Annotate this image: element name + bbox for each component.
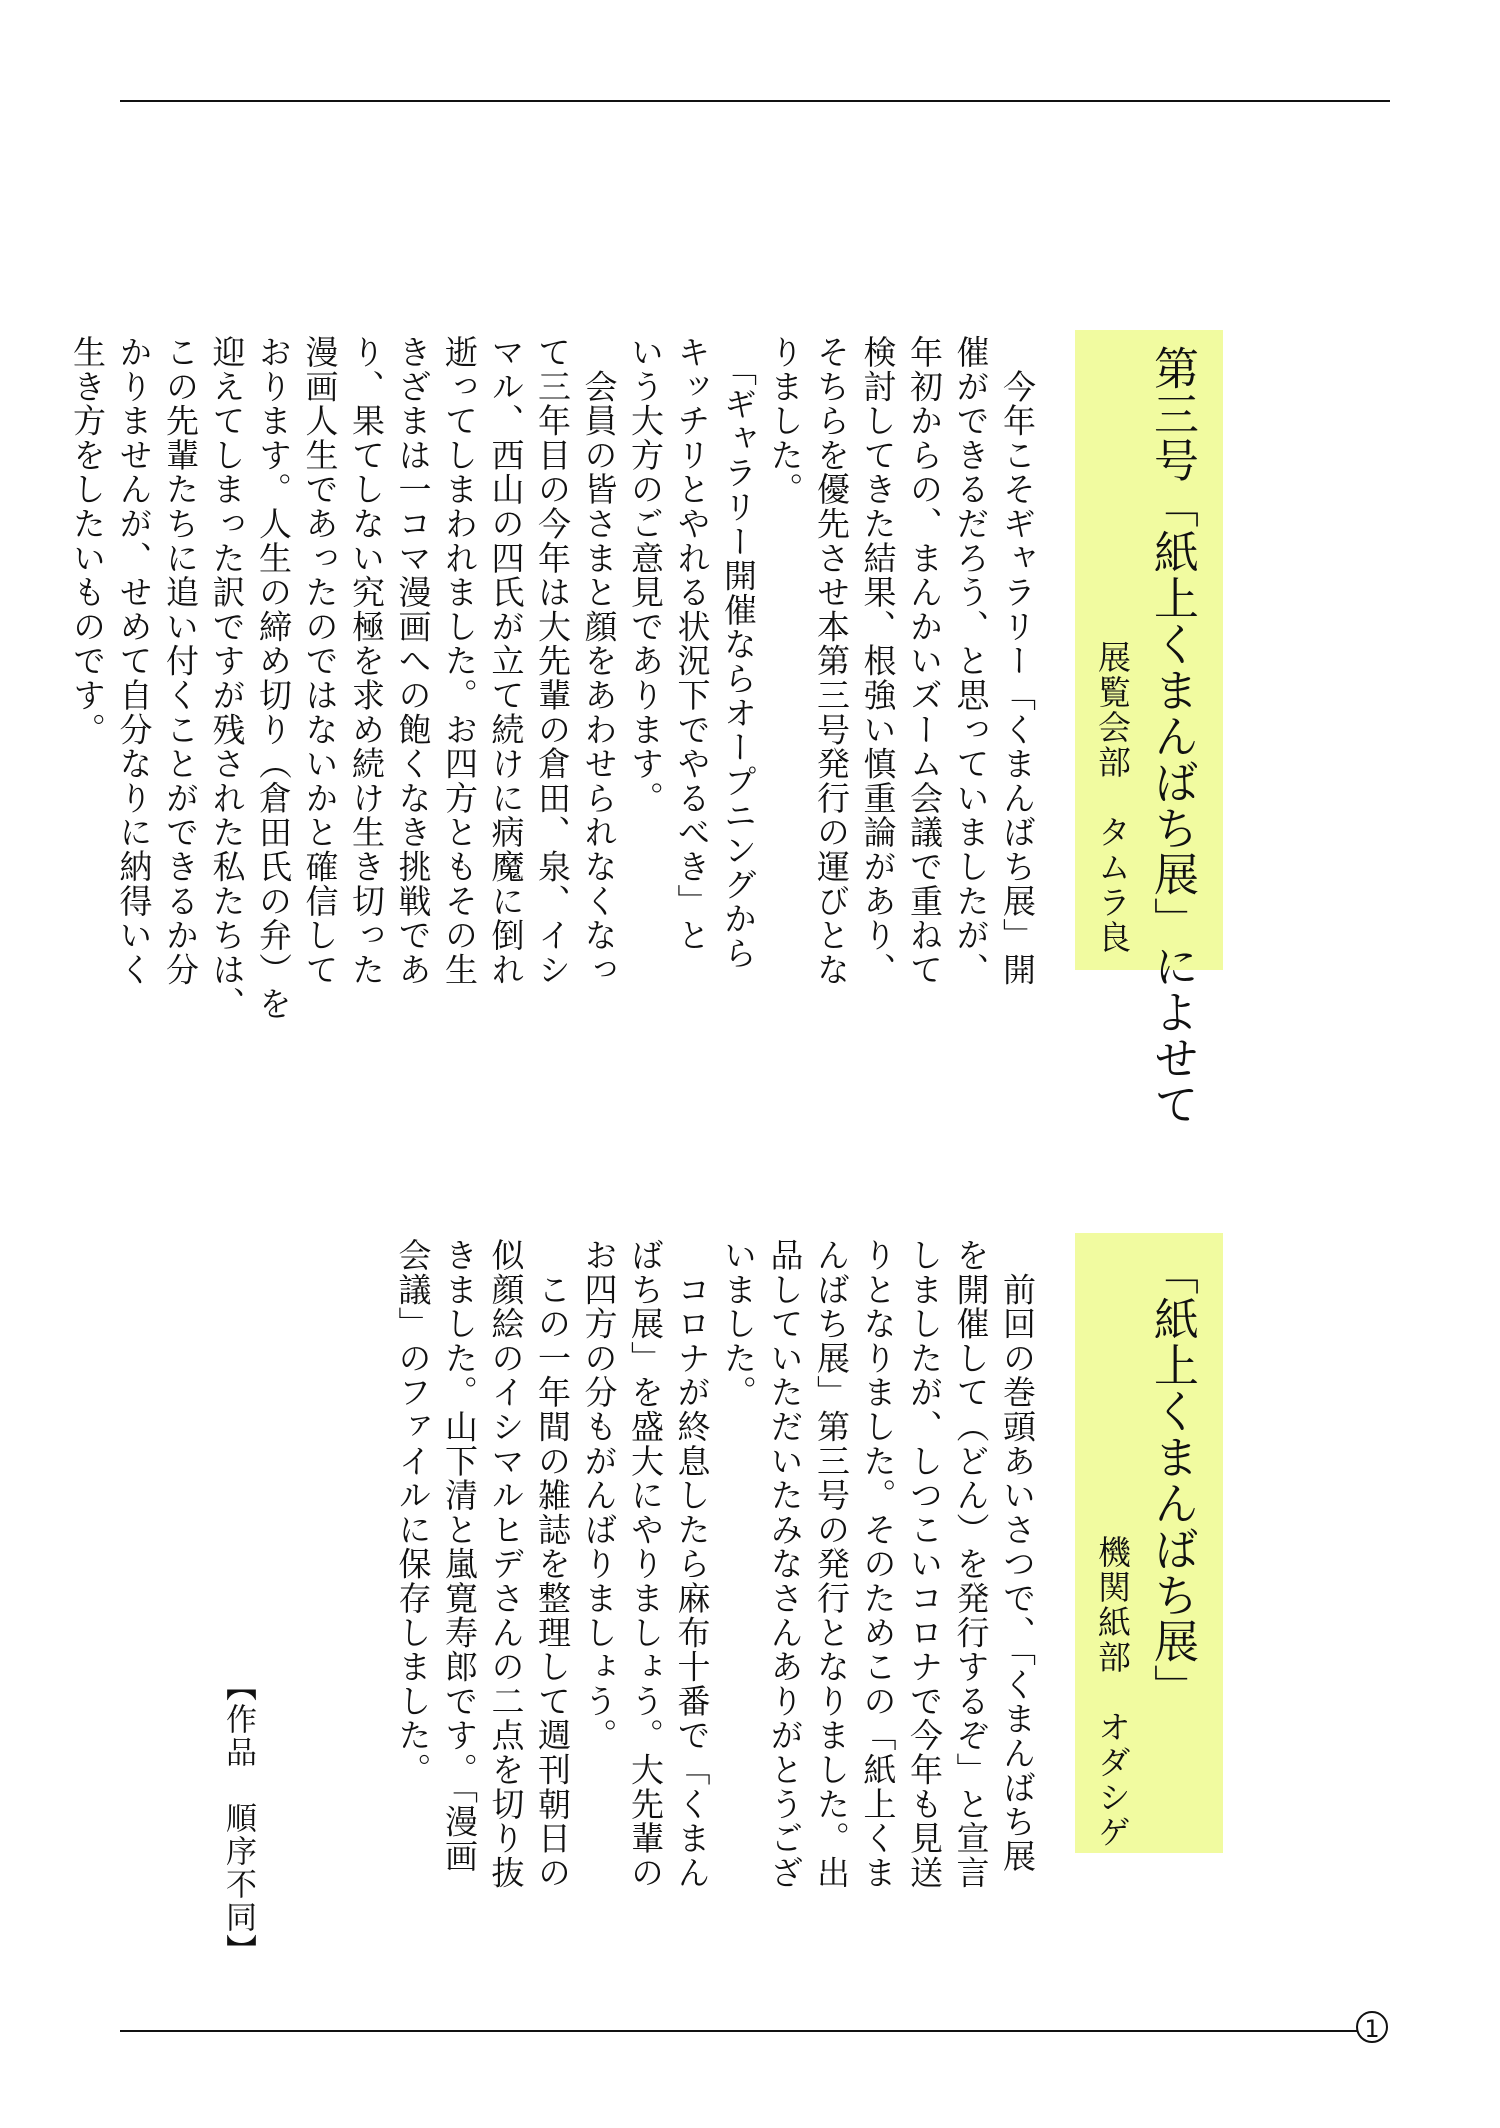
body-line: 催ができるだろう、と思っていましたが、 bbox=[951, 335, 991, 987]
body-line: キッチリとやれる状況下でやるべき」と bbox=[672, 335, 712, 953]
body-line: ばち展」を盛大にやりましょう。大先輩の bbox=[626, 1238, 665, 1890]
bottom-rule bbox=[120, 2030, 1360, 2032]
body-line: お四方の分もがんばりましょう。 bbox=[579, 1238, 619, 1753]
body-line: いう大方のご意見であります。 bbox=[626, 335, 665, 816]
body-line: 検討してきた結果、根強い慎重論があり、 bbox=[858, 335, 898, 987]
page-number: 1 bbox=[1356, 2011, 1388, 2043]
body-line: この一年間の雑誌を整理して週刊朝日の bbox=[533, 1238, 572, 1890]
body-line: て三年目の今年は大先輩の倉田、泉、イシ bbox=[533, 335, 572, 987]
body-line: いました。 bbox=[719, 1238, 758, 1410]
body-line: きざまは一コマ漫画への飽くなき挑戦であ bbox=[393, 335, 433, 987]
body-line: 漫画人生であったのではないかと確信して bbox=[300, 335, 340, 987]
body-line: りました。 bbox=[765, 335, 805, 507]
body-line: 迎えてしまった訳ですが残された私たちは、 bbox=[207, 335, 247, 1021]
works-credit: 【作品 順序不同】 bbox=[220, 1670, 256, 1967]
article1-body bbox=[64, 335, 1041, 1021]
body-line: かりませんが、せめて自分なりに納得いく bbox=[114, 335, 154, 987]
article2-title: 「紙上くまんばち展」 bbox=[1146, 1250, 1199, 1710]
body-line: そちらを優先させ本第三号発行の運びとな bbox=[812, 335, 851, 987]
body-line: 逝ってしまわれました。お四方ともその生 bbox=[440, 335, 479, 987]
body-line: 生き方をしたいものです。 bbox=[68, 335, 107, 747]
body-line: を開催して（どん）を発行するぞ」と宣言 bbox=[951, 1238, 991, 1890]
article1-title: 第三号「紙上くまんばち展」によせて bbox=[1146, 345, 1199, 1127]
body-line: 会議」のファイルに保存しました。 bbox=[393, 1238, 433, 1787]
article1-byline: 展覧会部 タムラ良 bbox=[1093, 640, 1132, 955]
body-line: おります。人生の締め切り（倉田氏の弁）を bbox=[254, 335, 293, 1021]
body-line: 品していただいたみなさんありがとうござ bbox=[765, 1238, 805, 1890]
body-line: 似顔絵のイシマルヒデさんの二点を切り抜 bbox=[486, 1238, 526, 1890]
body-line: しましたが、しつこいコロナで今年も見送 bbox=[905, 1238, 944, 1890]
article2-body bbox=[389, 1238, 1040, 1890]
top-rule bbox=[120, 100, 1390, 102]
body-line: 年初からの、まんかいズーム会議で重ねて bbox=[905, 335, 944, 987]
body-line: り、果てしない究極を求め続け生き切った bbox=[347, 335, 386, 987]
body-line: この先輩たちに追い付くことができるか分 bbox=[161, 335, 200, 987]
article2-byline: 機関紙部 オダシゲ bbox=[1093, 1535, 1132, 1850]
body-line: 今年こそギャラリー「くまんばち展」開 bbox=[998, 335, 1037, 987]
body-line: 前回の巻頭あいさつで、「くまんばち展 bbox=[998, 1238, 1037, 1874]
body-line: コロナが終息したら麻布十番で「くまん bbox=[672, 1238, 712, 1890]
body-line: 会員の皆さまと顔をあわせられなくなっ bbox=[579, 335, 619, 987]
body-line: んばち展」第三号の発行となりました。出 bbox=[812, 1238, 851, 1890]
body-line: 「ギャラリー開催ならオープニングから bbox=[719, 335, 758, 971]
body-line: りとなりました。そのためこの「紙上くま bbox=[858, 1238, 898, 1890]
body-line: きました。山下清と嵐寛寿郎です。「漫画 bbox=[440, 1238, 479, 1874]
body-line: マル、西山の四氏が立て続けに病魔に倒れ bbox=[486, 335, 526, 987]
